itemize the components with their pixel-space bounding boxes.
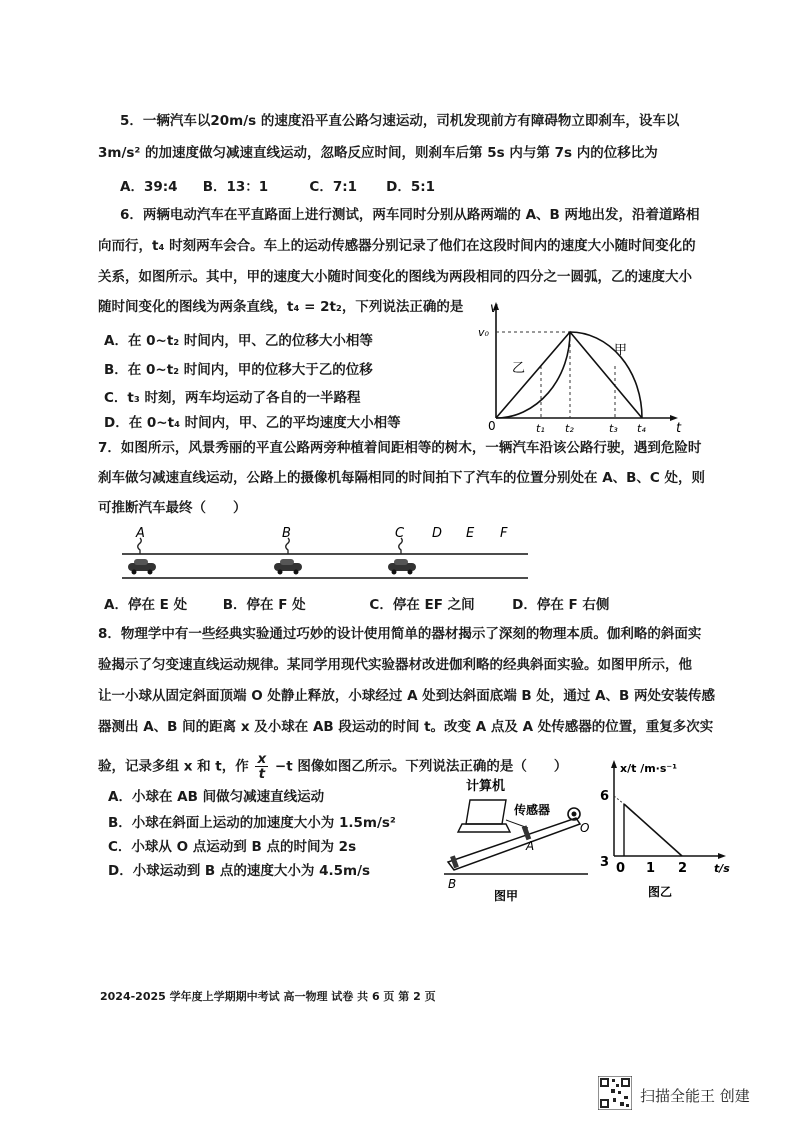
incline-track [448,818,580,870]
fraction-numerator: x [257,751,267,767]
jia-label: 甲 [614,343,628,358]
sensor-label: 传感器 [514,803,551,817]
q5-line-2: 3m/s² 的加速度做匀减速直线运动，忽略反应时间，则刹车后第 5s 内与第 7s 内的位移比为 [98,145,658,161]
t1-label: t₁ [536,422,545,434]
x-tick-2: 2 [678,861,688,876]
q5-option-b: B．13：1 [202,179,269,195]
scanner-brand-text: 扫描全能王 创建 [640,1087,750,1105]
computer-label: 计算机 [466,779,506,794]
q6-vt-graph [478,302,683,434]
fig-a-incline [440,776,600,906]
label-a-point: A [526,839,535,853]
q8-option-b: B．小球在斜面上运动的加速度大小为 1.5m/s² [108,815,396,831]
data-line [624,804,682,856]
y-axis-arrow-icon [611,760,617,768]
fig-a-caption: 图甲 [494,889,519,903]
q6-line-1: 6．两辆电动汽车在平直路面上进行测试，两车同时分别从路两端的 A、B 两地出发，沿着道路相 [120,207,700,223]
extrapolation-dashed [614,796,624,804]
q6-option-a: A．在 0~t₂ 时间内，甲、乙的位移大小相等 [104,333,373,349]
q8-line-5b: −t 图像如图乙所示。下列说法正确的是（ ） [274,758,568,775]
q7-line-2: 刹车做匀减速直线运动，公路上的摄像机每隔相同的时间拍下了汽车的位置分别处在 A、B、C 处，则 [98,470,706,486]
label-f: F [500,526,508,541]
q7-option-a: A．停在 E 处 [104,597,188,613]
qr-code-icon [598,1076,632,1110]
label-b: B [282,526,291,541]
label-e: E [466,526,475,541]
q6-option-b: B．在 0~t₂ 时间内，甲的位移大于乙的位移 [104,362,373,378]
q8-option-d: D．小球运动到 B 点的速度大小为 4.5m/s [108,863,371,879]
x-axis-arrow-icon [718,853,726,859]
q7-option-d: D．停在 F 右侧 [512,597,610,613]
label-a: A [136,526,145,541]
x-over-t-fraction [255,752,268,781]
q7-line-3: 可推断汽车最终（ ） [98,500,247,516]
label-b-point: B [448,877,457,891]
q8-option-c: C．小球从 O 点运动到 B 点的时间为 2s [108,839,357,855]
car-at-c-icon [388,559,416,575]
fig-b-graph [596,760,736,908]
q8-line-3: 让一小球从固定斜面顶端 O 处静止释放，小球经过 A 处到达斜面底端 B 处，通过 A、B 两处安装传感 [98,688,716,704]
laptop-icon [458,800,510,832]
car-at-a-icon [128,559,156,575]
q5-option-a: A．39:4 [120,179,178,195]
x-axis-label: t/s [714,862,730,875]
t2-label: t₂ [565,422,574,434]
label-d: D [432,526,443,541]
q6-option-c: C．t₃ 时刻，两车均运动了各自的一半路程 [104,390,361,406]
t3-label: t₃ [609,422,618,434]
q7-option-b: B．停在 F 处 [222,597,306,613]
q5-options [120,175,435,195]
y-tick-3: 3 [600,855,610,870]
q8-option-a: A．小球在 AB 间做匀减速直线运动 [108,789,325,805]
q8-line-1: 8．物理学中有一些经典实验通过巧妙的设计使用简单的器材揭示了深刻的物理本质。伽利略的斜面实 [98,626,702,642]
q7-option-c: C．停在 EF 之间 [369,597,475,613]
page-footer: 2024-2025 学年度上学期期中考试 高一物理 试卷 共 6 页 第 2 页 [100,990,436,1003]
q8-line-2: 验揭示了匀变速直线运动规律。某同学用现代实验器材改进伽利略的经典斜面实验。如图甲所示，他 [98,657,692,673]
q7-road-figure [118,522,538,584]
fraction-denominator: t [258,766,266,782]
label-c: C [395,526,405,541]
y-axis-label: x/t /m·s⁻¹ [620,762,678,775]
q5-line-1: 5．一辆汽车以20m/s 的速度沿平直公路匀速运动，司机发现前方有障碍物立即刹车，设车以 [120,113,680,129]
ball-core-icon [572,812,577,817]
x-tick-0: 0 [616,861,626,876]
car-at-b-icon [274,559,302,575]
q8-line-4: 器测出 A、B 间的距离 x 及小球在 AB 段运动的时间 t。改变 A 点及 A 处传感器的位置，重复多次实 [98,719,714,735]
q6-line-4: 随时间变化的图线为两条直线，t₄ = 2t₂，下列说法正确的是 [98,299,464,315]
label-o: O [580,821,590,835]
v-axis-label: v [490,302,498,316]
q8-line-5a: 验，记录多组 x 和 t，作 [98,758,249,775]
q5-option-c: C．7:1 [309,179,357,195]
q6-line-3: 关系，如图所示。其中，甲的速度大小随时间变化的图线为两段相同的四分之一圆弧，乙的速度大小 [98,269,692,285]
yi-label: 乙 [512,361,526,376]
y-tick-6: 6 [600,789,610,804]
q5-option-d: D．5:1 [386,179,436,195]
fig-b-caption: 图乙 [648,885,673,899]
t4-label: t₄ [637,422,646,434]
x-tick-1: 1 [646,861,656,876]
q6-option-d: D．在 0~t₄ 时间内，甲、乙的平均速度大小相等 [104,415,401,431]
q6-line-2: 向而行，t₄ 时刻两车会合。车上的运动传感器分别记录了他们在这段时间内的速度大小随时间变化的 [98,238,696,254]
q7-options [104,593,609,613]
v0-label: v₀ [478,326,489,339]
q7-line-1: 7．如图所示，风景秀丽的平直公路两旁种植着间距相等的树木，一辆汽车沿该公路行驶，遇到危险时 [98,440,702,456]
t-axis-label: t [676,421,682,434]
origin-label: 0 [488,419,496,433]
